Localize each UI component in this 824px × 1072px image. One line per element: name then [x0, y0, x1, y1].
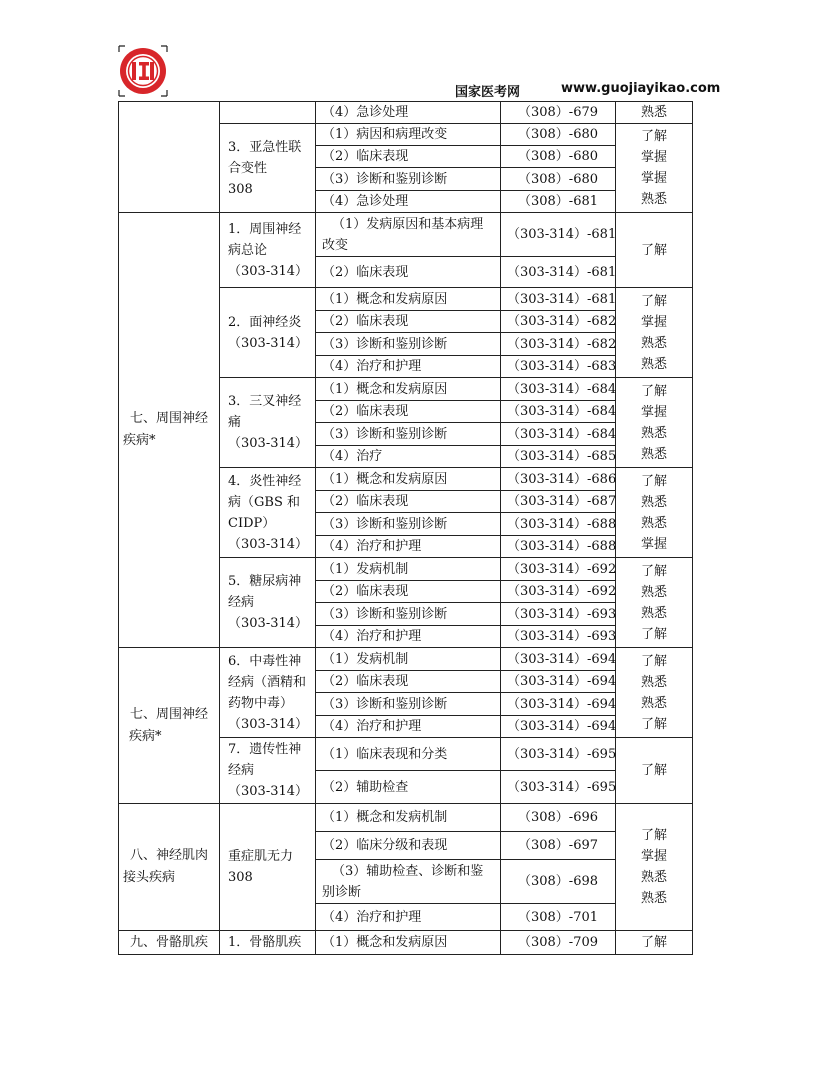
level-line: 了解	[640, 563, 667, 579]
unit-cell	[220, 804, 316, 931]
unit-cell	[220, 102, 316, 124]
level-cell	[616, 124, 693, 213]
item-line: 别诊断	[322, 884, 362, 900]
page-ref-cell: （308）-709	[501, 931, 616, 955]
item-cell: （2）临床表现	[316, 401, 501, 423]
page-ref-cell: （303-314）-682	[501, 311, 616, 333]
page-ref-cell: （303-314）-693	[501, 603, 616, 626]
unit-line: （303-314）	[228, 784, 309, 799]
unit-cell	[220, 558, 316, 648]
item-cell: （1）概念和发病原因	[316, 931, 501, 955]
item-cell	[316, 213, 501, 257]
level-cell: 熟悉	[616, 102, 693, 124]
page-ref-cell: （303-314）-693	[501, 626, 616, 648]
unit-line: 5．糖尿病神	[228, 574, 302, 589]
chapter-line: 接头疾病	[123, 870, 176, 885]
level-line: 了解	[640, 828, 667, 843]
table-row	[119, 213, 693, 257]
page-ref-cell: （308）-679	[501, 102, 616, 124]
item-cell: （4）急诊处理	[316, 191, 501, 213]
level-line: 熟悉	[640, 192, 667, 207]
unit-line: 痛	[228, 415, 242, 430]
item-line: （1）发病原因和基本病理	[332, 216, 484, 232]
page-ref-cell: （303-314）-694	[501, 671, 616, 693]
unit-line: 3．亚急性联	[228, 139, 302, 155]
page-ref-cell: （308）-680	[501, 168, 616, 191]
unit-cell	[220, 213, 316, 288]
level-line: 熟悉	[640, 494, 667, 510]
page-ref-cell: （303-314）-682	[501, 333, 616, 356]
page-ref-cell: （303-314）-694	[501, 648, 616, 671]
level-line: 熟悉	[640, 695, 667, 711]
page-ref-cell: （303-314）-681	[501, 288, 616, 311]
chapter-line: 疾病*	[123, 433, 156, 448]
level-cell	[616, 288, 693, 378]
chapter-line: 七、周围神经	[129, 411, 208, 426]
chapter-cell	[119, 102, 220, 213]
unit-line: 308	[228, 181, 253, 197]
page-ref-cell: （303-314）-688	[501, 536, 616, 558]
page-ref-cell: （303-314）-695	[501, 738, 616, 771]
level-line: 了解	[640, 626, 667, 642]
page-ref-cell: （303-314）-681	[501, 213, 616, 257]
page-ref-cell: （308）-680	[501, 146, 616, 168]
unit-line: 6．中毒性神	[228, 653, 302, 669]
item-cell: （2）临床表现	[316, 257, 501, 288]
level-line: 了解	[640, 383, 667, 399]
table-row	[119, 648, 693, 671]
level-cell	[616, 378, 693, 468]
unit-line: 合变性	[228, 160, 268, 176]
page-ref-cell: （303-314）-695	[501, 771, 616, 804]
level-line: 掌握	[640, 536, 667, 552]
unit-line: （303-314）	[228, 716, 309, 732]
item-cell: （2）临床表现	[316, 581, 501, 603]
level-line: 掌握	[640, 171, 667, 186]
item-cell: （1）病因和病理改变	[316, 124, 501, 146]
site-url[interactable]: www.guojiayikao.com	[561, 81, 721, 96]
item-cell: （1）概念和发病原因	[316, 468, 501, 491]
item-cell: （2）临床表现	[316, 671, 501, 693]
item-cell: （2）辅助检查	[316, 771, 501, 804]
page-ref-cell: （303-314）-688	[501, 513, 616, 536]
item-cell: （1）发病机制	[316, 648, 501, 671]
level-line: 了解	[640, 129, 667, 144]
page-ref-cell: （303-314）-694	[501, 693, 616, 716]
page-ref-cell: （308）-681	[501, 191, 616, 213]
logo-emblem	[117, 44, 169, 98]
chapter-line: 七、周围神经	[129, 706, 208, 722]
unit-cell	[220, 648, 316, 738]
level-cell: 了解	[616, 738, 693, 804]
item-cell: （1）发病机制	[316, 558, 501, 581]
unit-line: （303-314）	[228, 335, 309, 351]
page-ref-cell: （303-314）-681	[501, 257, 616, 288]
page-ref-cell: （303-314）-692	[501, 581, 616, 603]
level-line: 熟悉	[640, 891, 667, 906]
chapter-cell	[119, 804, 220, 931]
site-name: 国家医考网	[455, 85, 521, 100]
item-cell: （4）治疗	[316, 446, 501, 468]
level-line: 熟悉	[640, 356, 667, 372]
level-cell	[616, 648, 693, 738]
item-cell: （1）概念和发病原因	[316, 288, 501, 311]
item-cell: （3）诊断和鉴别诊断	[316, 423, 501, 446]
item-line: （3）辅助检查、诊断和鉴	[332, 863, 484, 879]
item-cell	[316, 860, 501, 904]
chapter-line: 八、神经肌肉	[129, 848, 208, 863]
unit-line: （303-314）	[228, 616, 309, 631]
page-ref-cell: （308）-697	[501, 832, 616, 860]
item-cell: （1）概念和发病机制	[316, 804, 501, 832]
item-line: 改变	[322, 237, 349, 253]
unit-line: CIDP）	[228, 515, 276, 531]
page-ref-cell: （308）-698	[501, 860, 616, 904]
unit-line: 经病	[228, 763, 255, 778]
item-cell: （2）临床表现	[316, 146, 501, 168]
chapter-cell: 九、骨骼肌疾	[119, 931, 220, 955]
unit-line: （303-314）	[228, 436, 309, 451]
item-cell: （2）临床表现	[316, 491, 501, 513]
table-row	[119, 102, 693, 124]
item-cell: （3）诊断和鉴别诊断	[316, 693, 501, 716]
page-ref-cell: （303-314）-684	[501, 378, 616, 401]
item-cell: （4）治疗和护理	[316, 626, 501, 648]
level-cell	[616, 468, 693, 558]
page-ref-cell: （303-314）-684	[501, 401, 616, 423]
page-ref-cell: （303-314）-692	[501, 558, 616, 581]
level-cell	[616, 804, 693, 931]
level-line: 了解	[640, 716, 667, 732]
table-row	[119, 931, 693, 955]
unit-cell	[220, 288, 316, 378]
item-cell: （4）治疗和护理	[316, 356, 501, 378]
item-cell: （4）治疗和护理	[316, 716, 501, 738]
level-line: 熟悉	[640, 674, 667, 690]
table-row	[119, 804, 693, 832]
item-cell: （2）临床表现	[316, 311, 501, 333]
unit-line: 经病	[228, 595, 255, 610]
item-cell: （3）诊断和鉴别诊断	[316, 333, 501, 356]
item-cell: （2）临床分级和表现	[316, 832, 501, 860]
page-ref-cell: （308）-680	[501, 124, 616, 146]
page-ref-cell: （308）-701	[501, 904, 616, 931]
page-ref-cell: （308）-696	[501, 804, 616, 832]
page-ref-cell: （303-314）-687	[501, 491, 616, 513]
level-line: 熟悉	[640, 870, 667, 885]
level-line: 掌握	[640, 314, 667, 330]
level-line: 掌握	[640, 404, 667, 420]
level-line: 熟悉	[640, 515, 667, 531]
syllabus-table	[118, 101, 693, 955]
page-ref-cell: （303-314）-684	[501, 423, 616, 446]
chapter-cell	[119, 213, 220, 648]
level-line: 熟悉	[640, 425, 667, 441]
level-line: 掌握	[640, 849, 667, 864]
page-ref-cell: （303-314）-694	[501, 716, 616, 738]
item-cell: （1）概念和发病原因	[316, 378, 501, 401]
page-ref-cell: （303-314）-686	[501, 468, 616, 491]
level-line: 熟悉	[640, 605, 667, 621]
unit-cell	[220, 378, 316, 468]
unit-cell: 1．骨骼肌疾	[220, 931, 316, 955]
level-line: 熟悉	[640, 335, 667, 351]
unit-line: 1．周围神经	[228, 221, 302, 237]
item-cell: （3）诊断和鉴别诊断	[316, 513, 501, 536]
unit-cell	[220, 124, 316, 213]
unit-line: 重症肌无力	[228, 849, 294, 864]
level-line: 熟悉	[640, 446, 667, 462]
unit-line: 经病（酒精和	[228, 674, 307, 690]
chapter-cell	[119, 648, 220, 804]
item-cell: （4）治疗和护理	[316, 904, 501, 931]
unit-line: 4．炎性神经	[228, 473, 302, 489]
level-line: 了解	[640, 293, 667, 309]
item-cell: （4）急诊处理	[316, 102, 501, 124]
unit-line: 药物中毒）	[228, 695, 294, 711]
level-line: 掌握	[640, 150, 667, 165]
item-cell: （1）临床表现和分类	[316, 738, 501, 771]
unit-line: 7．遗传性神	[228, 742, 302, 757]
page-ref-cell: （303-314）-685	[501, 446, 616, 468]
unit-cell	[220, 468, 316, 558]
unit-cell	[220, 738, 316, 804]
item-cell: （4）治疗和护理	[316, 536, 501, 558]
level-cell: 了解	[616, 931, 693, 955]
unit-line: （303-314）	[228, 536, 309, 552]
unit-line: 2．面神经炎	[228, 314, 302, 330]
level-cell: 了解	[616, 213, 693, 288]
page-ref-cell: （303-314）-683	[501, 356, 616, 378]
item-cell: （3）诊断和鉴别诊断	[316, 603, 501, 626]
unit-line: 病（GBS 和	[228, 494, 300, 510]
unit-line: 308	[228, 870, 253, 885]
level-line: 了解	[640, 653, 667, 669]
chapter-line: 疾病*	[129, 728, 162, 744]
level-cell	[616, 558, 693, 648]
level-line: 了解	[640, 473, 667, 489]
unit-line: 病总论	[228, 242, 268, 258]
unit-line: （303-314）	[228, 263, 309, 279]
level-line: 熟悉	[640, 584, 667, 600]
unit-line: 3．三叉神经	[228, 394, 302, 409]
item-cell: （3）诊断和鉴别诊断	[316, 168, 501, 191]
